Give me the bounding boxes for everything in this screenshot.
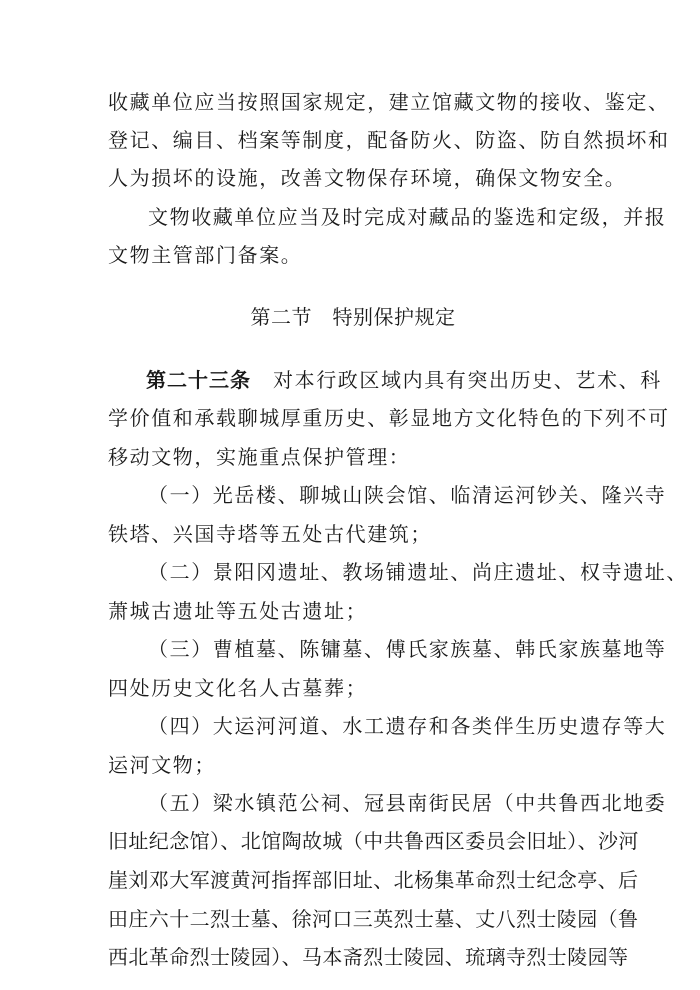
list-item-line: 崖刘邓大军渡黄河指挥部旧址、北杨集革命烈士纪念亭、后 [108,868,639,892]
paragraph-line: 移动文物，实施重点保护管理： [108,445,411,469]
list-item-line: （二）景阳冈遗址、教场铺遗址、尚庄遗址、权寺遗址、 [148,560,688,584]
article-number: 第二十三条 [146,368,251,392]
section-heading: 第二节 特别保护规定 [250,305,456,329]
paragraph-line: 学价值和承载聊城厚重历史、彰显地方文化特色的下列不可 [108,406,670,430]
article-first-line [146,362,662,398]
paragraph-line: 人为损坏的设施，改善文物保存环境，确保文物安全。 [108,166,627,190]
paragraph-line: 收藏单位应当按照国家规定，建立馆藏文物的接收、鉴定、 [108,90,670,114]
list-item-line: （三）曹植墓、陈镛墓、傅氏家族墓、韩氏家族墓地等 [148,637,667,661]
article-text: 对本行政区域内具有突出历史、艺术、科 [273,368,662,392]
list-item-line: （五）梁水镇范公祠、冠县南街民居（中共鲁西北地委 [148,791,667,815]
paragraph-line: 文物主管部门备案。 [108,243,303,267]
list-item-line: 田庄六十二烈士墓、徐河口三英烈士墓、丈八烈士陵园（鲁 [108,907,639,931]
list-item-line: 萧城古遗址等五处古遗址； [108,599,368,623]
list-item-line: 四处历史文化名人古墓葬； [108,676,368,700]
list-item-line: 西北革命烈士陵园）、马本斋烈士陵园、琉璃寺烈士陵园等 [108,945,629,969]
list-item-line: 铁塔、兴国寺塔等五处古代建筑； [108,522,432,546]
list-item-line: 旧址纪念馆）、北馆陶故城（中共鲁西区委员会旧址）、沙河 [108,829,639,853]
paragraph-line: 登记、编目、档案等制度，配备防火、防盗、防自然损坏和 [108,128,670,152]
list-item-line: （四）大运河河道、水工遗存和各类伴生历史遗存等大 [148,714,667,738]
list-item-line: 运河文物； [108,753,216,777]
list-item-line: （一）光岳楼、聊城山陕会馆、临清运河钞关、隆兴寺 [148,483,667,507]
paragraph-line: 文物收藏单位应当及时完成对藏品的鉴选和定级，并报 [148,205,667,229]
